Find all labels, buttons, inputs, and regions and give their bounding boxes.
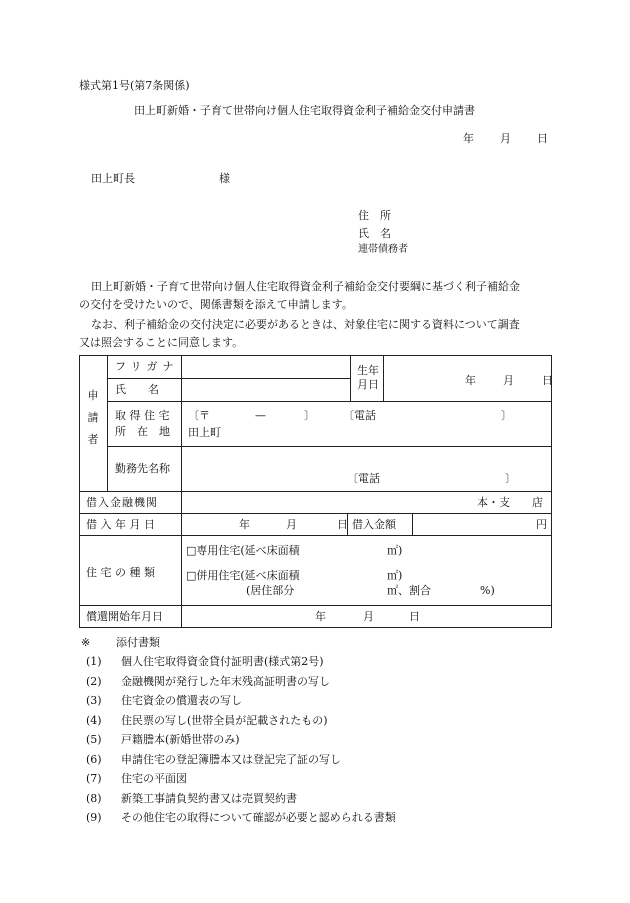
workplace-label: 勤務先名称 bbox=[115, 462, 170, 475]
loan-date-field[interactable] bbox=[183, 515, 348, 534]
attachment-number: (2) bbox=[86, 674, 102, 688]
loan-date-label: 借 入 年 月 日 bbox=[86, 518, 155, 531]
house-type-field bbox=[183, 537, 549, 604]
work-phone-open: 〔電話 bbox=[347, 472, 380, 485]
body-para1-line1: 田上町新婚・子育て世帯向け個人住宅取得資金利子補給金交付要綱に基づく利子補給金 bbox=[91, 280, 520, 293]
lender-field[interactable] bbox=[183, 493, 549, 512]
phone-open: 〔電話 bbox=[343, 409, 376, 422]
attachment-item bbox=[86, 812, 486, 826]
date-year: 年 bbox=[463, 132, 474, 145]
attachment-item bbox=[86, 754, 486, 768]
combined-area-unit: ㎡) bbox=[387, 569, 403, 582]
house-address-label-2: 所 在 地 bbox=[115, 425, 170, 438]
attachment-number: (7) bbox=[86, 772, 102, 785]
guarantor-label: 連帯債務者 bbox=[358, 244, 408, 255]
attachment-number: (3) bbox=[86, 694, 102, 707]
exclusive-housing-checkbox[interactable]: □専用住宅(延べ床面積 bbox=[186, 544, 300, 557]
dob-year: 年 bbox=[465, 374, 476, 387]
addressee-name: 田上町長 bbox=[91, 172, 135, 185]
attachment-item bbox=[86, 734, 486, 748]
repayment-start-field[interactable] bbox=[183, 607, 549, 626]
yen-unit: 円 bbox=[536, 518, 547, 531]
postal-open: 〔〒 bbox=[188, 409, 210, 422]
body-para2-line1: なお、利子補給金の交付決定に必要があるときは、対象住宅に関する資料について調査 bbox=[91, 318, 520, 331]
attachment-text: 新築工事請負契約書又は売買契約書 bbox=[121, 791, 297, 805]
attachment-number: (4) bbox=[86, 713, 102, 727]
dob-label-1: 生年 bbox=[357, 364, 379, 377]
dob-field[interactable] bbox=[385, 357, 553, 399]
attachment-number: (6) bbox=[86, 752, 102, 766]
name-field[interactable] bbox=[183, 380, 348, 400]
branch-text: 本・支 店 bbox=[477, 496, 543, 509]
body-para1-line2: の交付を受けたいので、関係書類を添えて申請します。 bbox=[79, 298, 353, 311]
attachment-number: (9) bbox=[86, 811, 102, 824]
address-label: 住 所 bbox=[358, 209, 391, 222]
attachments-heading: 添付書類 bbox=[116, 636, 160, 649]
attachment-number: (1) bbox=[86, 655, 102, 668]
attachment-item bbox=[86, 773, 486, 787]
attachment-item bbox=[86, 715, 486, 729]
phone-close: 〕 bbox=[501, 409, 512, 422]
attachment-number: (5) bbox=[86, 733, 102, 746]
addressee-honorific: 様 bbox=[219, 172, 230, 185]
attachment-text: 個人住宅取得資金貸付証明書(様式第2号) bbox=[121, 655, 324, 668]
work-phone-close: 〕 bbox=[505, 472, 516, 485]
repayment-start-label: 償還開始年月日 bbox=[86, 610, 163, 623]
loan-amount-label: 借入金額 bbox=[352, 518, 396, 531]
attachment-text: 金融機関が発行した年末残高証明書の写し bbox=[121, 674, 330, 688]
application-form-table bbox=[79, 355, 552, 628]
loan-amount-field[interactable] bbox=[414, 515, 549, 534]
dob-label-2: 月日 bbox=[357, 378, 379, 391]
date-day: 日 bbox=[537, 132, 548, 145]
date-month: 月 bbox=[500, 132, 511, 145]
repay-year: 年 bbox=[315, 610, 326, 623]
body-para2-line2: 又は照会することに同意します。 bbox=[79, 336, 244, 349]
workplace-field[interactable] bbox=[183, 448, 549, 490]
exclusive-area-unit: ㎡) bbox=[387, 544, 403, 557]
repay-month: 月 bbox=[363, 610, 374, 623]
loan-month: 月 bbox=[286, 518, 297, 531]
attachment-item bbox=[86, 695, 486, 709]
house-address-label-1: 取 得 住 宅 bbox=[115, 409, 170, 422]
dob-day: 日 bbox=[542, 374, 553, 387]
form-title: 田上町新婚・子育て世帯向け個人住宅取得資金利子補給金交付申請書 bbox=[134, 104, 475, 117]
attachment-text: 戸籍謄本(新婚世帯のみ) bbox=[121, 733, 240, 746]
attachments-mark: ※ bbox=[81, 636, 91, 649]
town-name: 田上町 bbox=[188, 426, 221, 439]
attachment-number: (8) bbox=[86, 791, 102, 805]
name-row-label: 氏 名 bbox=[115, 383, 159, 396]
attachment-text: 住宅の平面図 bbox=[121, 772, 187, 785]
dob-month: 月 bbox=[503, 374, 514, 387]
form-number: 様式第1号(第7条関係) bbox=[79, 79, 190, 92]
repay-day: 日 bbox=[409, 610, 420, 623]
house-address-field[interactable] bbox=[183, 403, 549, 444]
attachment-text: 住民票の写し(世帯全員が記載されたもの) bbox=[121, 713, 328, 727]
residential-part: (居住部分 bbox=[246, 584, 295, 597]
postal-close: 〕 bbox=[304, 409, 315, 422]
lender-label: 借入金融機関 bbox=[86, 496, 158, 509]
furigana-field[interactable] bbox=[183, 357, 348, 377]
postal-dash: — bbox=[255, 409, 266, 422]
name-label: 氏 名 bbox=[358, 227, 391, 240]
attachment-item bbox=[86, 676, 486, 690]
furigana-label: フリガナ bbox=[115, 360, 179, 373]
attachment-text: 申請住宅の登記簿謄本又は登記完了証の写し bbox=[121, 752, 341, 766]
attachments-list bbox=[86, 655, 486, 824]
percent-unit: %) bbox=[480, 584, 495, 597]
attachment-text: その他住宅の取得について確認が必要と認められる書類 bbox=[121, 811, 396, 824]
attachment-item bbox=[86, 656, 486, 670]
loan-day: 日 bbox=[337, 518, 348, 531]
residential-unit: ㎡、割合 bbox=[387, 584, 431, 597]
loan-year: 年 bbox=[239, 518, 250, 531]
attachment-item bbox=[86, 793, 486, 807]
applicant-vertical-label: 申請者 bbox=[87, 389, 99, 446]
combined-housing-checkbox[interactable]: □併用住宅(延べ床面積 bbox=[186, 569, 300, 582]
house-type-label: 住 宅 の 種 類 bbox=[86, 566, 155, 579]
attachment-text: 住宅資金の償還表の写し bbox=[121, 694, 242, 707]
